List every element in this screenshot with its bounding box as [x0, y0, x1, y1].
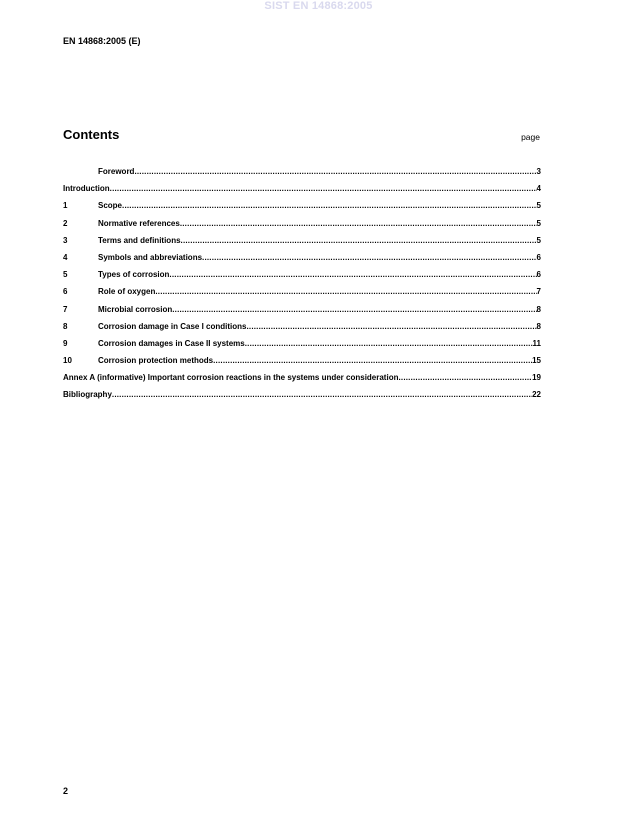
toc-entry-normative-references[interactable] — [63, 215, 541, 232]
toc-entry-page: 6 — [536, 270, 541, 280]
toc-entry-title: Scope — [98, 201, 123, 211]
toc-entry-number: 2 — [63, 218, 68, 228]
toc-entry-title: Introduction — [63, 184, 110, 194]
toc-leader-dots — [134, 163, 536, 180]
toc-entry-title: Types of corrosion — [98, 270, 170, 280]
toc-entry-page: 22 — [532, 390, 541, 400]
watermark: SIST EN 14868:2005 — [264, 0, 373, 12]
toc-entry-foreword[interactable] — [63, 163, 541, 180]
toc-leader-dots — [246, 318, 536, 335]
toc-entry-microbial-corrosion[interactable] — [63, 301, 541, 318]
toc-leader-dots — [155, 283, 536, 300]
toc-entry-corrosion-damages-case-ii[interactable] — [63, 335, 541, 352]
toc-entry-annex-a[interactable] — [63, 369, 541, 386]
toc-entry-page: 11 — [532, 338, 541, 348]
toc-entry-title: Symbols and abbreviations — [98, 252, 203, 262]
toc-entry-page: 5 — [536, 201, 541, 211]
toc-entry-page: 3 — [536, 167, 541, 176]
toc-entry-title: Foreword — [98, 167, 135, 176]
toc-leader-dots — [122, 197, 537, 214]
toc-entry-number: 8 — [63, 321, 68, 331]
toc-entry-title: Normative references — [98, 218, 180, 228]
toc-leader-dots — [398, 369, 532, 386]
toc-leader-dots — [181, 232, 537, 249]
toc-leader-dots — [202, 249, 537, 266]
toc-entry-title: Bibliography — [63, 390, 112, 400]
toc-entry-title: Corrosion damages in Case II systems — [98, 338, 245, 348]
toc-entry-number: 6 — [63, 287, 68, 297]
table-of-contents — [63, 163, 541, 404]
toc-leader-dots — [172, 301, 536, 318]
toc-entry-title: Microbial corrosion — [98, 304, 173, 314]
toc-entry-bibliography[interactable] — [63, 386, 541, 403]
toc-entry-number: 7 — [63, 304, 68, 314]
toc-leader-dots — [112, 386, 532, 403]
toc-entry-title: Corrosion protection methods — [98, 356, 214, 366]
toc-entry-symbols-and-abbreviations[interactable] — [63, 249, 541, 266]
contents-heading: Contents — [63, 127, 120, 142]
toc-entry-page: 4 — [536, 184, 541, 194]
toc-leader-dots — [180, 215, 537, 232]
toc-entry-page: 5 — [536, 218, 541, 228]
toc-entry-page: 7 — [536, 287, 541, 297]
toc-leader-dots — [245, 335, 533, 352]
toc-leader-dots — [110, 180, 537, 197]
toc-entry-corrosion-protection-methods[interactable] — [63, 352, 541, 369]
toc-entry-page: 8 — [536, 321, 541, 331]
page-number: 2 — [63, 786, 69, 796]
page-column-label: page — [521, 132, 540, 142]
toc-entry-number: 1 — [63, 201, 68, 211]
toc-entry-page: 6 — [536, 252, 541, 262]
document-id: EN 14868:2005 (E) — [63, 36, 141, 46]
toc-entry-title: Annex A (informative) Important corrosion reactions in the systems under consideration — [63, 373, 399, 383]
toc-leader-dots — [213, 352, 532, 369]
toc-entry-page: 19 — [532, 373, 541, 383]
toc-entry-number: 4 — [63, 252, 68, 262]
toc-entry-corrosion-damage-case-i[interactable] — [63, 318, 541, 335]
toc-entry-number: 3 — [63, 235, 68, 245]
toc-entry-scope[interactable] — [63, 197, 541, 214]
toc-entry-introduction[interactable] — [63, 180, 541, 197]
toc-entry-page: 15 — [532, 356, 541, 366]
toc-entry-title: Corrosion damage in Case I conditions — [98, 321, 247, 331]
toc-entry-title: Terms and definitions — [98, 235, 181, 245]
toc-entry-types-of-corrosion[interactable] — [63, 266, 541, 283]
toc-entry-terms-and-definitions[interactable] — [63, 232, 541, 249]
toc-entry-number: 10 — [63, 356, 72, 366]
toc-entry-page: 8 — [536, 304, 541, 314]
toc-entry-role-of-oxygen[interactable] — [63, 283, 541, 300]
toc-leader-dots — [169, 266, 536, 283]
toc-entry-number: 9 — [63, 338, 68, 348]
toc-entry-title: Role of oxygen — [98, 287, 156, 297]
toc-entry-page: 5 — [536, 235, 541, 245]
toc-entry-number: 5 — [63, 270, 68, 280]
